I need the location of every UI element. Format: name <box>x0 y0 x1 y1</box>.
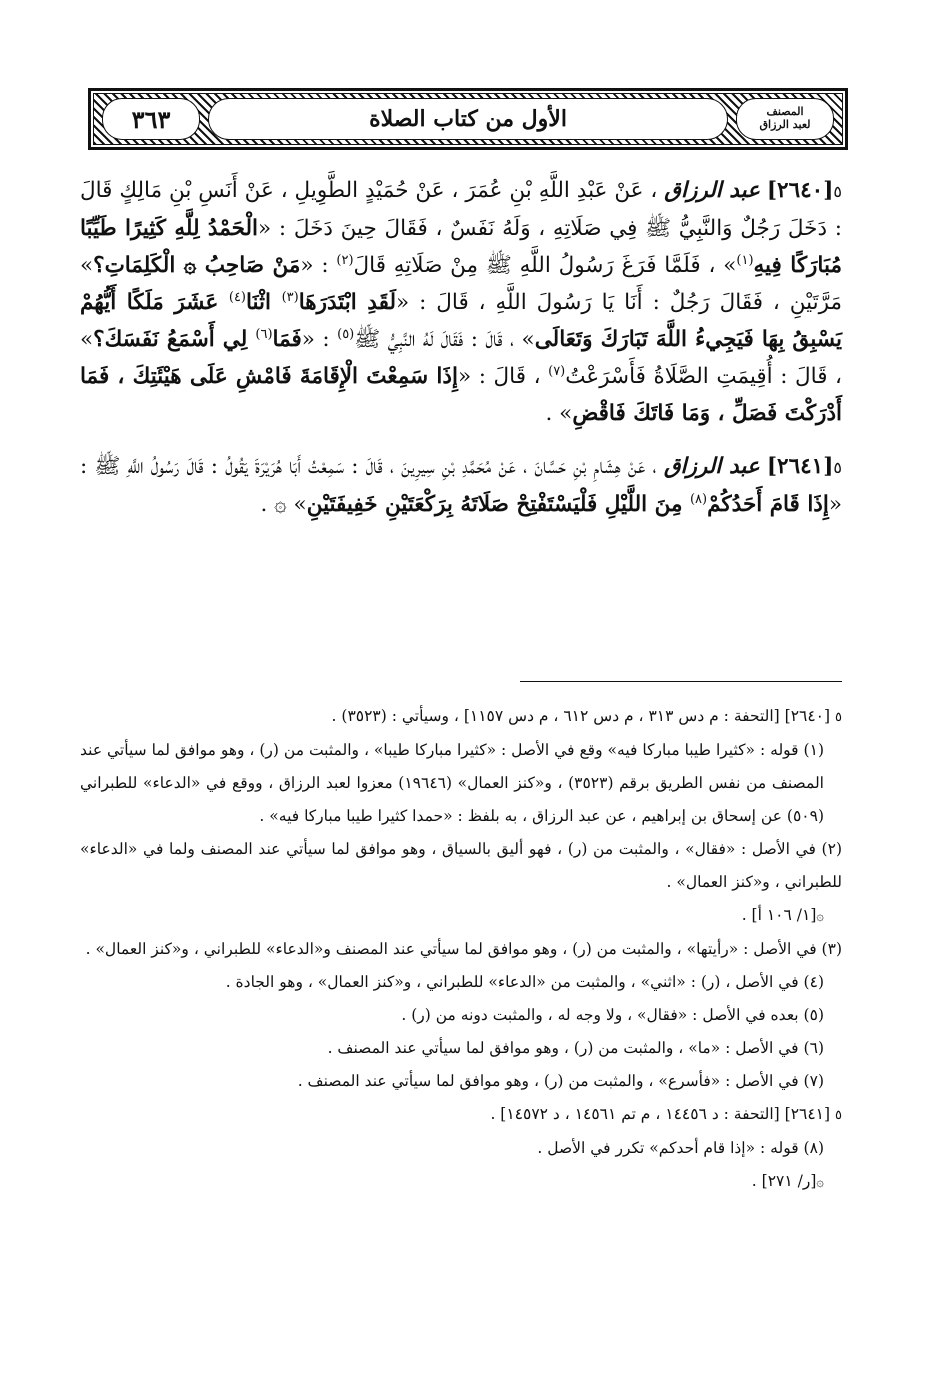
saying: فَمَا <box>272 327 302 352</box>
footnote-text: [١/ ١٠٦ أ] . <box>741 906 817 924</box>
footnote-ref: (٦) <box>255 326 273 342</box>
hadith-2640 <box>80 172 842 432</box>
saying: الْحَمْدُ لِلَّهِ كَثِيرًا طَيِّبًا مُبَارَكًا فِيهِ <box>80 216 842 278</box>
saying: مِنَ اللَّيْلِ فَلْيَسْتَفْتِحْ صَلَاتَهُ بِرَكْعَتَيْنِ خَفِيفَتَيْنِ <box>306 492 690 517</box>
footnote-6 <box>80 1032 842 1065</box>
folio-marker-icon: ۞ <box>816 1175 824 1190</box>
saying: لِي أَسْمَعُ نَفَسَكَ؟ <box>93 327 256 352</box>
footnote-ref: (١) <box>736 252 754 268</box>
footnote-text: في الأصل : «فأسرع» ، والمثبت من (ر) ، وهو موافق لما سيأتي عند المصنف . <box>297 1072 799 1090</box>
footnote-marker: (٥) <box>803 1006 824 1024</box>
footnote-text: [ر/ ٢٧١] . <box>751 1172 817 1190</box>
book-name-line1: المصنف <box>766 105 804 119</box>
hadith-author: عبد الرزاق <box>663 454 760 479</box>
footnote-4 <box>80 966 842 999</box>
saying: عَشَرَ مَلَكًا أَيُّهُمْ يَسْبِقُ بِهَا فَيَجِيءُ اللَّهَ تَبَارَكَ وَتَعَالَى <box>80 290 843 352</box>
footnote-text: بعده في الأصل : «فقال» ، ولا وجه له ، والمثبت دونه من (ر) . <box>401 1006 799 1024</box>
footnote-text: قوله : «كثيرا طيبا مباركا فيه» وقع في الأصل : «كثيرا مباركا طيبا» ، والمثبت من (ر) ، وهو موافق لما سيأتي عند المصنف من نفس الطريق برقم (٣٥٢٣) ، و«كنز العمال» (١٩٦٤٦) معزوا لعبد الرزاق ، ووقع في «الدعاء» للطبراني (٥٠٩) عن إسحاق بن إبراهيم ، عن عبد الرزاق ، به بلفظ : «حمدا كثيرا طيبا مباركا فيه» . <box>80 741 824 825</box>
footnote-marker: (٢) <box>821 840 842 858</box>
chapter-title: الأول من كتاب الصلاة <box>369 106 567 132</box>
footnote-marker: (٤) <box>803 973 824 991</box>
footnote-text: قوله : «إذا قام أحدكم» تكرر في الأصل . <box>537 1139 799 1157</box>
footnote-ref: (٥) <box>337 326 355 342</box>
footnote-3 <box>80 933 842 966</box>
footnote-text: [٢٦٤١] [التحفة : د ١٤٤٥٦ ، م تم ١٤٥٦١ ، د ١٤٥٧٢] . <box>490 1105 831 1123</box>
footnote-text: في الأصل : «ما» ، والمثبت من (ر) ، وهو موافق لما سيأتي عند المصنف . <box>327 1039 799 1057</box>
footnote-marker: ٥ <box>835 1108 842 1123</box>
hadith-marker: ٥ <box>833 182 842 201</box>
main-text <box>80 172 842 539</box>
footnote-marker: (٣) <box>821 940 842 958</box>
footnote-takhrij-2640 <box>80 700 842 734</box>
saying: مَنْ صَاحِبُ ۞ الْكَلِمَاتِ؟ <box>93 253 301 278</box>
hadith-number: [٢٦٤٠] <box>766 178 834 203</box>
footnote-marker: (١) <box>803 741 824 759</box>
hadith-text: » مَرَّتَيْنِ ، فَقَالَ رَجُلٌ : أَنَا يَا رَسُولَ اللَّهِ ، قَالَ : « <box>80 253 842 315</box>
hadith-text: » . <box>545 401 573 426</box>
saying: لَقَدِ ابْتَدَرَهَا <box>298 290 397 315</box>
footnote-takhrij-2641 <box>80 1098 842 1132</box>
hadith-text: ، قَالَ : « <box>457 364 549 389</box>
hadith-text: : « <box>300 253 337 278</box>
hadith-text: » ، فَلَمَّا فَرَغَ رَسُولُ اللَّهِ ﷺ مِنْ صَلَاتِهِ قَالَ <box>353 253 737 278</box>
footnote-ref: (٨) <box>689 491 708 507</box>
hadith-text: » ، قَالَ : فَقَالَ لَهُ النَّبِيُّ ﷺ <box>354 327 535 352</box>
footnote-ref: (٧) <box>548 363 566 379</box>
footnote-separator <box>520 681 842 682</box>
chapter-title-cartouche <box>208 98 728 140</box>
book-name <box>760 106 811 131</box>
footnote-marker: ٥ <box>835 710 842 725</box>
page-number: ٣٦٣ <box>131 104 171 134</box>
footnote-5 <box>80 999 842 1032</box>
footnote-marker: (٦) <box>803 1039 824 1057</box>
footnote-2 <box>80 833 842 899</box>
footnote-ref: (٤) <box>228 289 246 305</box>
footnote-folio-2 <box>80 1165 842 1199</box>
footnote-ref: (٢) <box>336 252 354 268</box>
footnote-ref: (٣) <box>281 289 299 305</box>
footnote-8 <box>80 1132 842 1165</box>
hadith-chain: ، عَنْ عَبْدِ اللَّهِ بْنِ عُمَرَ ، عَنْ حُمَيْدٍ الطَّوِيلِ ، عَنْ أَنَسِ بْنِ مَالِكٍ قَالَ : دَخَلَ رَجُلٌ وَالنَّبِيُّ ﷺ فِي صَلَاتِهِ ، وَلَهُ نَفَسٌ ، فَقَالَ حِينَ دَخَلَ : « <box>80 178 842 241</box>
book-name-cartouche <box>736 98 834 140</box>
running-header <box>88 88 848 150</box>
hadith-marker: ٥ <box>833 458 842 477</box>
saying: إِذَا قَامَ أَحَدُكُمْ <box>707 492 829 517</box>
saying: إِذَا سَمِعْتَ الْإِقَامَةَ فَامْشِ عَلَى هَيْئَتِكَ ، فَمَا أَدْرَكْتَ فَصَلِّ ، وَمَا فَاتَكَ فَاقْضِ <box>80 364 842 426</box>
folio-marker-icon: ۞ <box>816 909 824 924</box>
hadith-2641 <box>80 448 842 523</box>
footnote-text: في الأصل : «رأيتها» ، والمثبت من (ر) ، وهو موافق لما سيأتي عند المصنف و«الدعاء» للطبراني ، و«كنز العمال» . <box>85 940 817 958</box>
hadith-text: : « <box>301 327 338 352</box>
saying: اثْنَا <box>246 290 282 315</box>
footnote-folio-1 <box>80 899 842 933</box>
footnote-7 <box>80 1065 842 1098</box>
hadith-number: [٢٦٤١] <box>766 454 834 479</box>
page-number-cartouche <box>102 98 200 140</box>
footnote-marker: (٨) <box>803 1139 824 1157</box>
hadith-text: » ، قَالَ : أُقِيمَتِ الصَّلَاةُ فَأَسْرَعْتُ <box>80 327 843 389</box>
footnotes <box>80 700 842 1199</box>
footnote-1 <box>80 734 842 833</box>
hadith-chain: ، عَنْ هِشَامِ بْنِ حَسَّانَ ، عَنْ مُحَمَّدِ بْنِ سِيرِينَ ، قَالَ : سَمِعْتُ أَبَا هُرَيْرَةَ يَقُولُ : قَالَ رَسُولُ اللَّهِ ﷺ : « <box>80 454 842 517</box>
book-name-line2: لعبد الرزاق <box>759 118 811 131</box>
footnote-text: في الأصل ، (ر) : «اثني» ، والمثبت من «الدعاء» للطبراني ، و«كنز العمال» ، وهو الجادة . <box>225 973 799 991</box>
footnote-text: في الأصل : «فقال» ، والمثبت من (ر) ، فهو أليق بالسياق ، وهو موافق لما سيأتي عند المصنف ولما في «الدعاء» للطبراني ، و«كنز العمال» . <box>80 840 842 891</box>
hadith-author: عبد الرزاق <box>664 178 760 203</box>
hadith-text: » ۞ . <box>260 492 307 517</box>
footnote-marker: (٧) <box>803 1072 824 1090</box>
footnote-text: [٢٦٤٠] [التحفة : م دس ٣١٣ ، م دس ٦١٢ ، م دس ١١٥٧] ، وسيأتي : (٣٥٢٣) . <box>331 707 831 725</box>
